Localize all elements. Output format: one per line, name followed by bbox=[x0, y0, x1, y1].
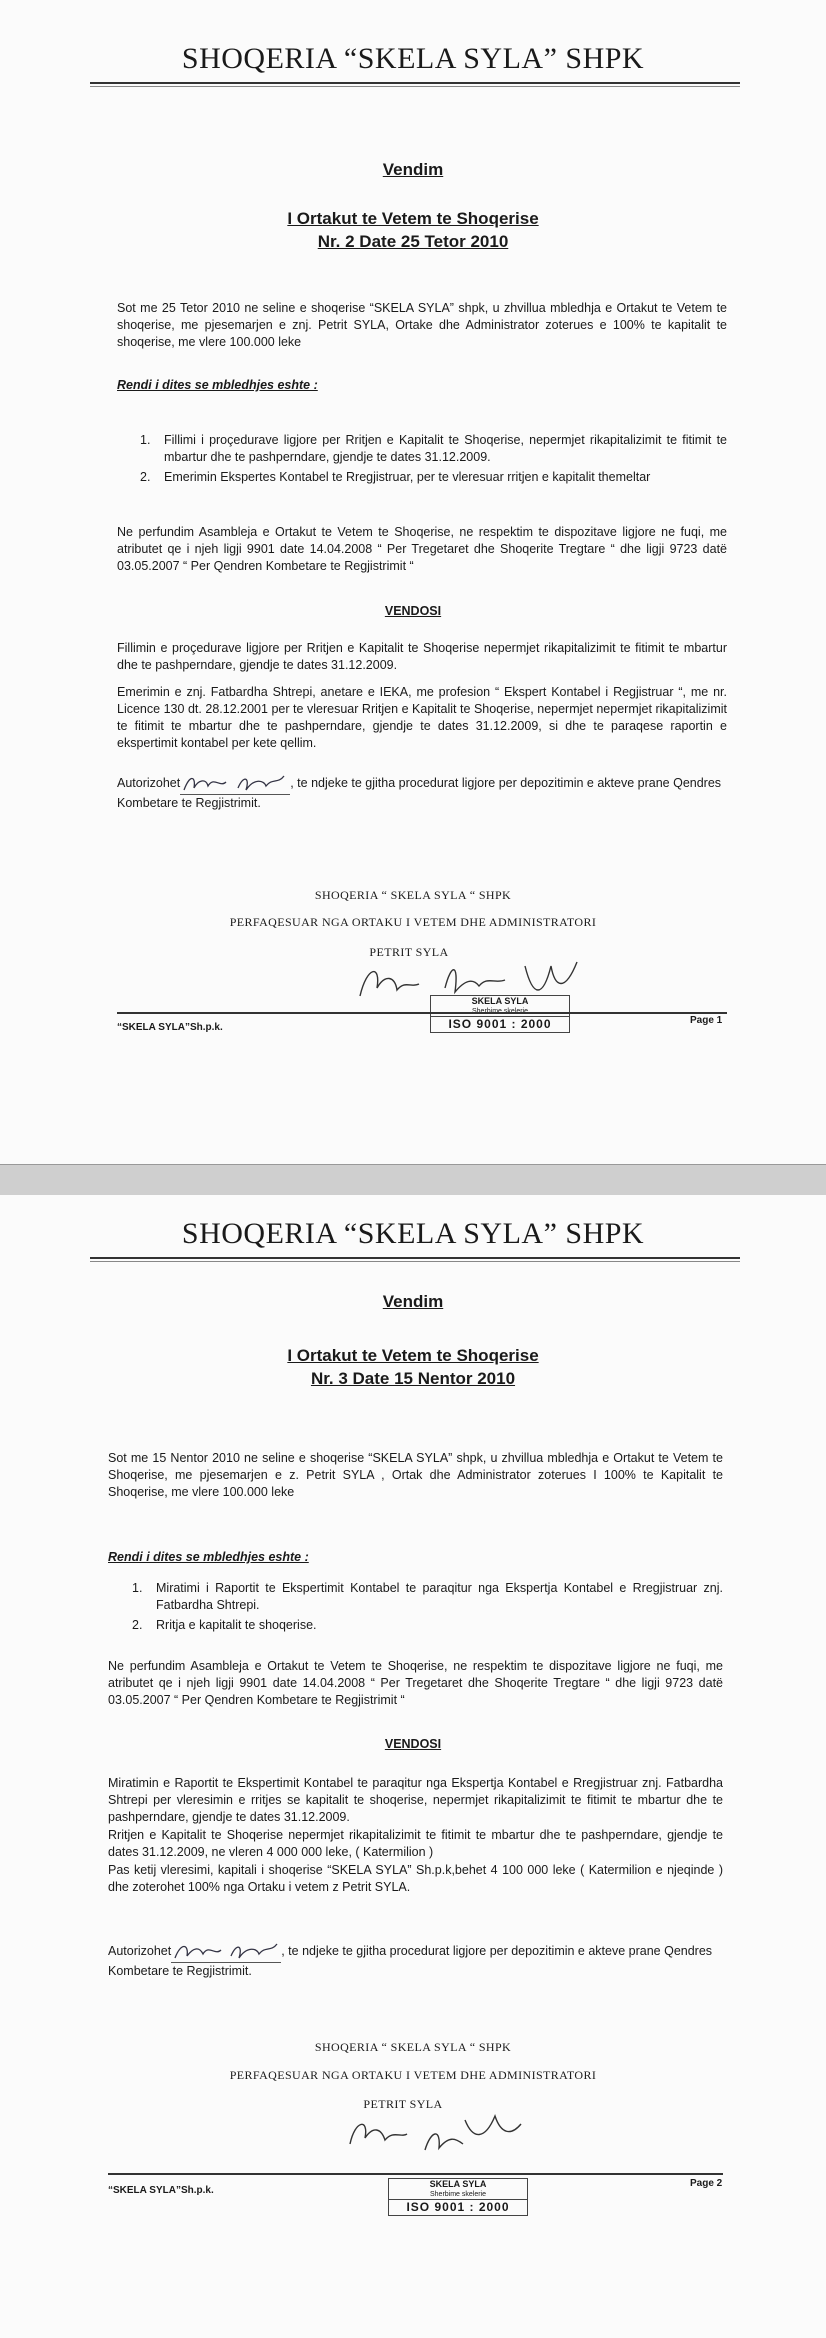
auth-prefix: Autorizohet bbox=[117, 775, 181, 790]
decision-2: Emerimin e znj. Fatbardha Shtrepi, anetare e IEKA, me profesion “ Ekspert Kontabel i Regjistruar “, me nr. Licence 130 dt. 28.12.2001 per te vleresuar Rritjen e Kapitalit te Shoqerise, nepermjet nepermjet rikapitalizimit te fitimit te mbartur dhe te pashperndare, gjendje te dates 31.12.2009, si dhe te paraqese raportin e ekspertimit kontabel per kete qellim. bbox=[117, 685, 727, 750]
decision-2: Rritjen e Kapitalit te Shoqerise nepermjet rikapitalizimit te fitimit te mbartur dhe te pashperndare, gjendje te dates 31.12.2009, ne vleren 4 000 000 leke, ( Katermilion ) bbox=[108, 1828, 723, 1859]
handwritten-signature bbox=[171, 1940, 281, 1963]
list-item: 1. Fillimi i proçedurave ligjore per Rritjen e Kapitalit te Shoqerise, nepermjet rikapitalizimit te fitimit te mbartur dhe te pashperndare, gjendje te dates 31.12.2009. bbox=[140, 433, 727, 464]
auth-suffix: , te ndjeke te gjitha procedurat ligjore per depozitimin e akteve prane Qendres Kombetare te Regjistrimit. bbox=[108, 1943, 713, 1978]
vendosi-title: VENDOSI bbox=[384, 604, 442, 618]
handwritten-signature bbox=[180, 772, 290, 795]
legal-basis-paragraph: Ne perfundim Asambleja e Ortakut te Vetem te Shoqerise, ne respektim te dispozitave ligjore ne fuqi, me atributet qe i njeh ligji 9901 date 14.04.2008 “ Per Tregetaret dhe Shoqerite Tregtare “ dhe ligji 9723 datë 03.05.2007 “ Per Qendren Kombetare te Regjistrimit “ bbox=[117, 525, 727, 573]
authorization-paragraph bbox=[108, 1940, 723, 1980]
page-number: Page 1 bbox=[690, 1015, 723, 1026]
decision-1: Miratimin e Raportit te Ekspertimit Kontabel te paraqitur nga Ekspertja Kontabel e Rregjistruar znj. Fatbardha Shtrepi per vleresimin e rritjes se kapitalit te shoqerise, nepermjet rikapitalizimit te fitimit te mbartur dhe te pashperndare, gjendje te dates 31.12.2009. bbox=[108, 1776, 723, 1824]
footer-company: “SKELA SYLA”Sh.p.k. bbox=[108, 2185, 214, 2196]
decision-heading-line2: Nr. 2 Date 25 Tetor 2010 bbox=[317, 232, 509, 251]
agenda-title: Rendi i dites se mbledhjes eshte : bbox=[108, 1550, 309, 1564]
footer-company: “SKELA SYLA”Sh.p.k. bbox=[117, 1022, 223, 1033]
decision-heading-line2: Nr. 3 Date 15 Nentor 2010 bbox=[310, 1369, 516, 1388]
footer-rule bbox=[108, 2173, 723, 2175]
authorization-paragraph bbox=[117, 772, 727, 812]
company-stamp: SKELA SYLA Sherbime skelerie ISO 9001 : 2000 bbox=[388, 2178, 528, 2216]
page-gap bbox=[0, 1165, 826, 1195]
list-item: 2. Rritja e kapitalit te shoqerise. bbox=[132, 1618, 317, 1632]
legal-basis-paragraph: Ne perfundim Asambleja e Ortakut te Vetem te Shoqerise, ne respektim te dispozitave ligjore ne fuqi, me atributet qe i njeh ligji 9901 date 14.04.2008 “ Per Tregetaret dhe Shoqerite Tregtare “ dhe ligji 9723 datë 03.05.2007 “ Per Qendren Kombetare te Regjistrimit “ bbox=[108, 1659, 723, 1707]
auth-prefix: Autorizohet bbox=[108, 1943, 172, 1958]
list-item: 2. Emerimin Ekspertes Kontabel te Rregjistruar, per te vleresuar rritjen e kapitalit themeltar bbox=[140, 470, 651, 484]
company-stamp: SKELA SYLA Sherbime skelerie ISO 9001 : 2000 bbox=[430, 995, 570, 1033]
agenda-title: Rendi i dites se mbledhjes eshte : bbox=[117, 378, 318, 392]
signature-company: SHOQERIA “ SKELA SYLA “ SHPK bbox=[314, 888, 512, 902]
header-rule bbox=[90, 1257, 740, 1259]
decision-heading-line1: I Ortakut te Vetem te Shoqerise bbox=[287, 209, 539, 228]
signature-representative: PERFAQESUAR NGA ORTAKU I VETEM DHE ADMINISTRATORI bbox=[229, 2068, 597, 2082]
list-item: 1. Miratimi i Raportit te Ekspertimit Kontabel te paraqitur nga Ekspertja Kontabel e Rregjistruar znj. Fatbardha Shtrepi. bbox=[132, 1581, 723, 1612]
header-rule-thin bbox=[90, 86, 740, 87]
header-rule bbox=[90, 82, 740, 84]
signature-representative: PERFAQESUAR NGA ORTAKU I VETEM DHE ADMINISTRATORI bbox=[229, 915, 597, 929]
vendosi-title: VENDOSI bbox=[384, 1737, 442, 1751]
decision-heading-line1: I Ortakut te Vetem te Shoqerise bbox=[287, 1346, 539, 1365]
document-page-2 bbox=[0, 1195, 826, 2338]
intro-paragraph: Sot me 15 Nentor 2010 ne seline e shoqerise “SKELA SYLA” shpk, u zhvillua mbledhja e Ortakut te Vetem te Shoqerise, me pjesemarjen e z. Petrit SYLA , Ortak dhe Administrator zoterues I 100% te Kapitalit te Shoqerise, me vlere 100.000 leke bbox=[108, 1451, 723, 1499]
page-number: Page 2 bbox=[690, 2178, 723, 2189]
signature-name: PETRIT SYLA bbox=[369, 945, 449, 959]
auth-suffix: , te ndjeke te gjitha procedurat ligjore per depozitimin e akteve prane Qendres Kombetare te Regjistrimit. bbox=[117, 775, 722, 810]
footer-rule bbox=[117, 1012, 727, 1014]
decision-3: Pas ketij vleresimi, kapitali i shoqerise “SKELA SYLA” Sh.p.k,behet 4 100 000 leke ( Katermilion e njeqinde ) dhe zoterohet 100% nga Ortaku i vetem z Petrit SYLA. bbox=[108, 1863, 723, 1894]
signature-name: PETRIT SYLA bbox=[363, 2097, 443, 2111]
administrator-signature bbox=[345, 2110, 545, 2160]
doc-type-title: Vendim bbox=[382, 160, 444, 179]
company-header: SHOQERIA “SKELA SYLA” SHPK bbox=[181, 1217, 645, 1250]
decision-1: Fillimin e proçedurave ligjore per Rritjen e Kapitalit te Shoqerise nepermjet rikapitalizimit te fitimit te mbartur dhe te pashperndare, gjendje te dates 31.12.2009. bbox=[117, 641, 727, 672]
intro-paragraph: Sot me 25 Tetor 2010 ne seline e shoqerise “SKELA SYLA” shpk, u zhvillua mbledhja e Ortakut te Vetem te shoqerise, me pjesemarjen e znj. Petrit SYLA, Ortake dhe Administrator zoterues e 100% te kapitalit te shoqerise, me vlere 100.000 leke bbox=[117, 301, 727, 349]
agenda-list bbox=[140, 432, 727, 489]
document-page-1 bbox=[0, 0, 826, 1165]
doc-type-title: Vendim bbox=[382, 1292, 444, 1311]
company-header: SHOQERIA “SKELA SYLA” SHPK bbox=[181, 42, 645, 75]
agenda-list bbox=[132, 1580, 723, 1637]
header-rule-thin bbox=[90, 1261, 740, 1262]
signature-company: SHOQERIA “ SKELA SYLA “ SHPK bbox=[314, 2040, 512, 2054]
